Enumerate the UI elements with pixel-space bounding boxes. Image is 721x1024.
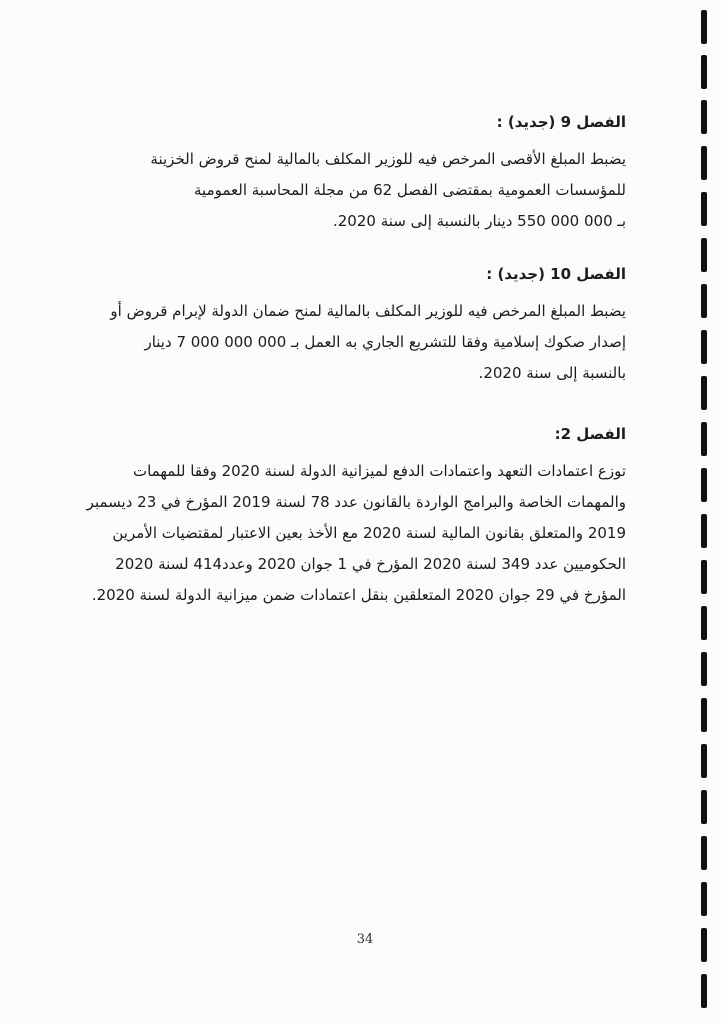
article-line: للمؤسسات العمومية بمقتضى الفصل 62 من مجلة المحاسبة العمومية	[194, 181, 626, 199]
article-line: المؤرخ في 29 جوان 2020 المتعلقين بنقل اعتمادات ضمن ميزانية الدولة لسنة 2020.	[91, 586, 626, 604]
article-heading: الفصل 2:	[554, 425, 626, 443]
article-line: يضبط المبلغ الأقصى المرخص فيه للوزير المكلف بالمالية لمنح قروض الخزينة	[150, 150, 626, 168]
article-line: إصدار صكوك إسلامية وفقا للتشريع الجاري به العمل بـ 000 000 000 7 دينار	[144, 333, 626, 351]
binding-marks	[697, 0, 713, 1024]
article-line: 2019 والمتعلق بقانون المالية لسنة 2020 مع الأخذ بعين الاعتبار لمقتضيات الأمرين	[112, 524, 626, 542]
article-line: توزع اعتمادات التعهد واعتمادات الدفع لميزانية الدولة لسنة 2020 وفقا للمهمات	[133, 462, 626, 480]
article-2	[86, 424, 626, 611]
article-heading: الفصل 9 (جديد) :	[496, 113, 626, 131]
article-line: الحكوميين عدد 349 لسنة 2020 المؤرخ في 1 جوان 2020 وعدد414 لسنة 2020	[115, 555, 626, 573]
article-line: يضبط المبلغ المرخص فيه للوزير المكلف بالمالية لمنح ضمان الدولة لإبرام قروض أو	[110, 302, 626, 320]
article-9	[96, 112, 626, 237]
article-heading: الفصل 10 (جديد) :	[486, 265, 626, 283]
article-10	[96, 264, 626, 389]
page-number: 34	[356, 932, 374, 947]
article-line: بـ 000 000 550 دينار بالنسبة إلى سنة 2020.	[332, 212, 626, 230]
article-line: بالنسبة إلى سنة 2020.	[478, 364, 626, 382]
article-line: والمهمات الخاصة والبرامج الواردة بالقانون عدد 78 لسنة 2019 المؤرخ في 23 ديسمبر	[86, 493, 626, 511]
